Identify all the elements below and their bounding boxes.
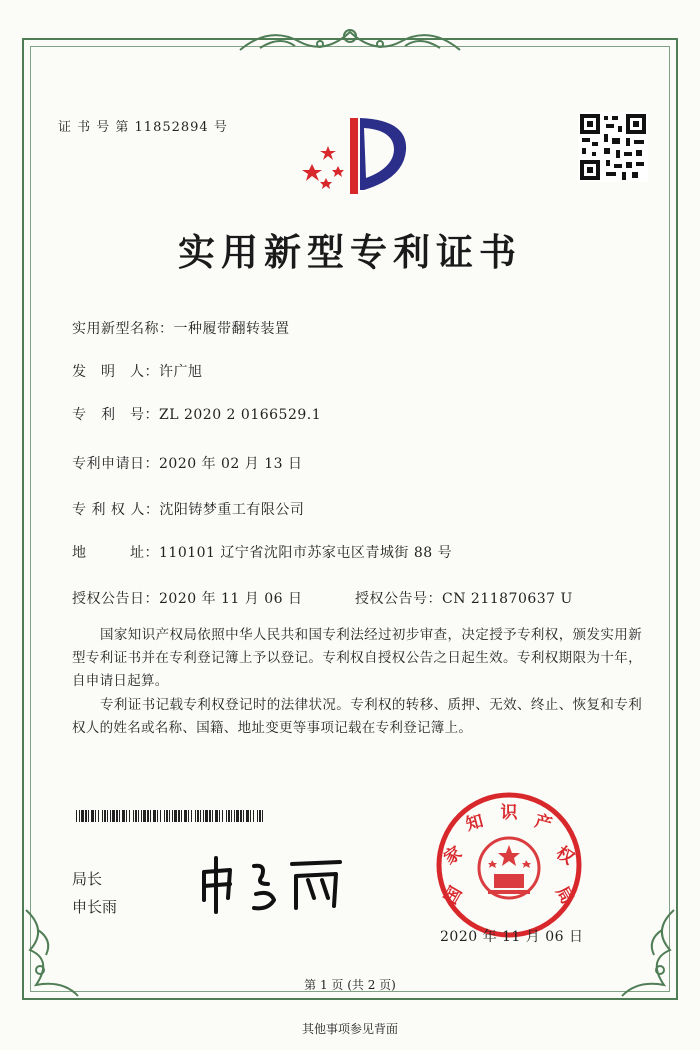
svg-text:产: 产 <box>532 811 555 836</box>
field-inventor <box>72 361 203 381</box>
field-grant-number <box>355 588 573 608</box>
body-paragraph-2: 专利证书记载专利权登记时的法律状况。专利权的转移、质押、无效、终止、恢复和专利权人的姓名或名称、国籍、地址变更等事项记载在专利登记簿上。 <box>72 697 642 736</box>
qr-code-icon <box>578 112 648 182</box>
director-title: 局长 <box>72 870 103 888</box>
field-patentee <box>72 499 304 519</box>
svg-text:识: 识 <box>500 803 518 823</box>
field-label: 专 利 号： <box>72 407 159 423</box>
field-value: 许广旭 <box>159 364 203 380</box>
field-patent-number <box>72 404 321 424</box>
svg-text:家: 家 <box>440 842 466 869</box>
field-address <box>72 542 452 562</box>
field-label: 地 址： <box>72 545 159 561</box>
field-label: 专利申请日： <box>72 456 159 472</box>
field-value: 一种履带翻转装置 <box>173 321 290 337</box>
certificate-title: 实用新型专利证书 <box>178 230 522 274</box>
field-label: 授权公告号： <box>355 591 442 607</box>
barcode-icon <box>76 810 266 822</box>
cnipa-logo-icon <box>298 108 416 198</box>
body-paragraph-1: 国家知识产权局依照中华人民共和国专利法经过初步审查，决定授予专利权，颁发实用新型专利证书并在专利登记簿上予以登记。专利权自授权公告之日起生效。专利权期限为十年，自申请日起算。 <box>72 627 642 689</box>
svg-text:知: 知 <box>463 811 486 836</box>
field-value: 2020 年 02 月 13 日 <box>159 456 303 472</box>
svg-text:局: 局 <box>551 883 578 908</box>
director-signature-icon <box>190 850 360 920</box>
field-value: ZL 2020 2 0166529.1 <box>159 407 322 423</box>
seal-date: 2020 年 11 月 06 日 <box>440 929 584 945</box>
footer-note: 其他事项参见背面 <box>301 1022 398 1036</box>
field-label: 授权公告日： <box>72 591 159 607</box>
certificate-number: 证 书 号 第 11852894 号 <box>58 120 228 135</box>
field-value: 2020 年 11 月 06 日 <box>159 591 303 607</box>
field-label: 发 明 人： <box>72 364 159 380</box>
svg-text:国: 国 <box>440 883 467 908</box>
field-label: 专 利 权 人： <box>72 502 160 518</box>
svg-text:权: 权 <box>552 842 578 869</box>
field-value: 沈阳铸梦重工有限公司 <box>159 502 305 518</box>
director-name: 申长雨 <box>72 898 118 916</box>
field-value: 110101 辽宁省沈阳市苏家屯区青城街 88 号 <box>159 545 453 561</box>
field-value: CN 211870637 U <box>442 591 573 607</box>
field-utility-model-name <box>72 318 290 338</box>
official-seal-icon <box>434 790 584 940</box>
field-grant-date <box>72 588 303 608</box>
page-number: 第 1 页 (共 2 页) <box>304 978 396 992</box>
field-filing-date <box>72 453 303 473</box>
field-label: 实用新型名称： <box>72 321 174 337</box>
top-ornament-icon <box>230 20 470 60</box>
